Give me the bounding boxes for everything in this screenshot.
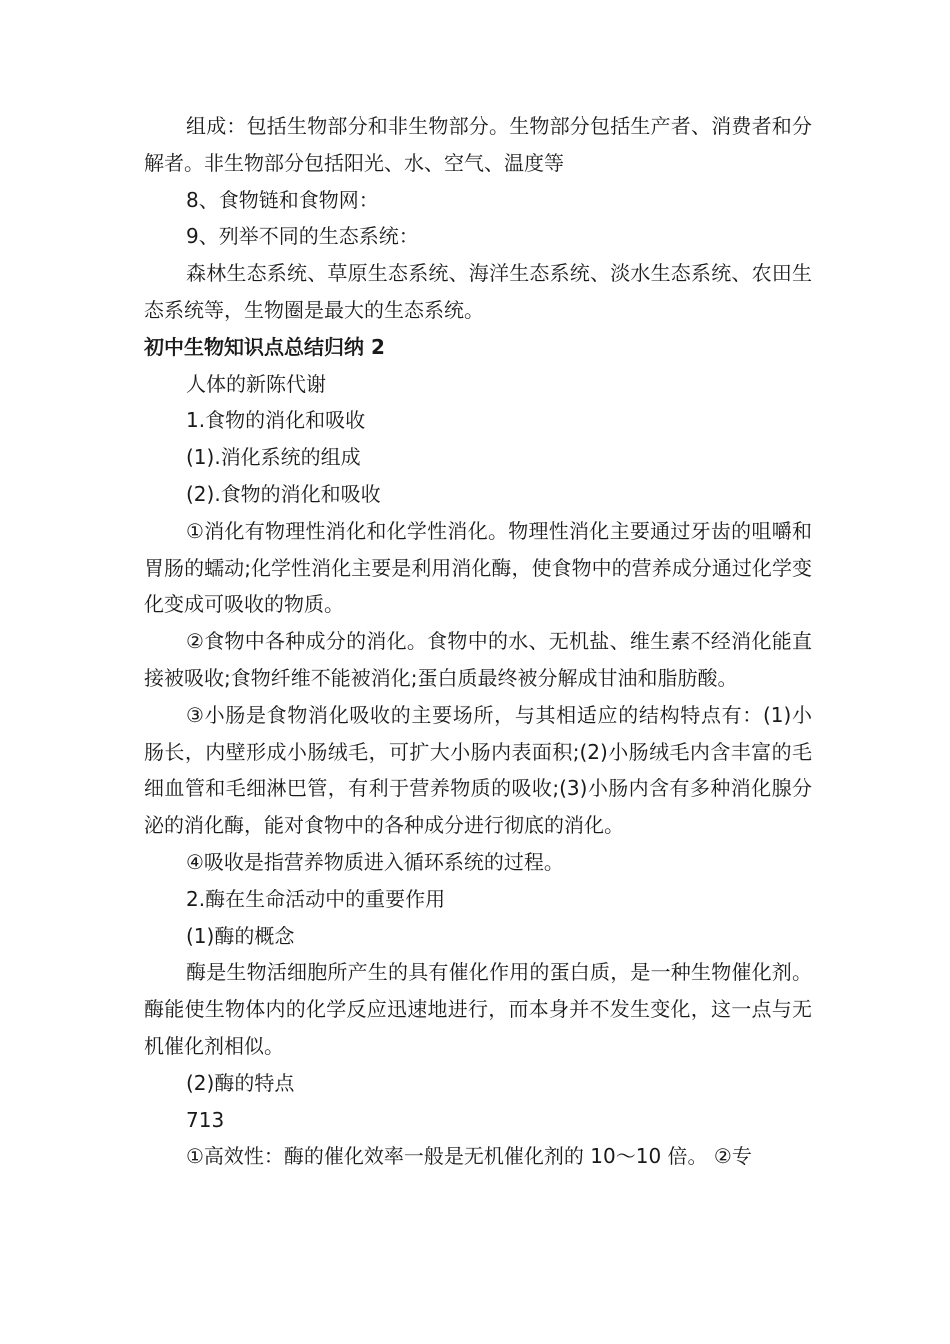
paragraph: 713 — [186, 1107, 225, 1132]
paragraph: 人体的新陈代谢 — [186, 371, 326, 396]
paragraph: ③小肠是食物消化吸收的主要场所，与其相适应的结构特点有：(1)小肠长，内壁形成小肠绒毛，可扩大小肠内表面积;(2)小肠绒毛内含丰富的毛细血管和毛细淋巴管，有利于营养物质的吸收;(3)小肠内含有多种消化腺分泌的消化酶，能对食物中的各种成分进行彻底的消化。 — [144, 702, 812, 838]
section-heading: 初中生物知识点总结归纳 2 — [144, 334, 385, 359]
paragraph: 森林生态系统、草原生态系统、海洋生态系统、淡水生态系统、农田生态系统等，生物圈是最大的生态系统。 — [144, 261, 812, 322]
paragraph: ①高效性：酶的催化效率一般是无机催化剂的 10～10 倍。 ②专 — [186, 1144, 752, 1169]
paragraph: 8、食物链和食物网： — [186, 187, 379, 212]
paragraph: ①消化有物理性消化和化学性消化。物理性消化主要通过牙齿的咀嚼和胃肠的蠕动;化学性消化主要是利用消化酶，使食物中的营养成分通过化学变化变成可吸收的物质。 — [144, 518, 812, 617]
paragraph: 酶是生物活细胞所产生的具有催化作用的蛋白质，是一种生物催化剂。酶能使生物体内的化学反应迅速地进行，而本身并不发生变化，这一点与无机催化剂相似。 — [144, 960, 812, 1058]
paragraph: (2).食物的消化和吸收 — [186, 481, 381, 506]
paragraph: (1)酶的概念 — [186, 923, 295, 948]
paragraph: 组成：包括生物部分和非生物部分。生物部分包括生产者、消费者和分解者。非生物部分包括阳光、水、空气、温度等 — [144, 114, 812, 175]
paragraph: (2)酶的特点 — [186, 1070, 295, 1095]
document-body — [144, 108, 812, 1175]
paragraph: 9、列举不同的生态系统： — [186, 224, 419, 249]
paragraph: 1.食物的消化和吸收 — [186, 408, 366, 433]
paragraph: 2.酶在生命活动中的重要作用 — [186, 886, 446, 911]
paragraph: ④吸收是指营养物质进入循环系统的过程。 — [186, 849, 564, 874]
paragraph: (1).消化系统的组成 — [186, 445, 361, 470]
paragraph: ②食物中各种成分的消化。食物中的水、无机盐、维生素不经消化能直接被吸收;食物纤维不能被消化;蛋白质最终被分解成甘油和脂肪酸。 — [144, 629, 812, 690]
